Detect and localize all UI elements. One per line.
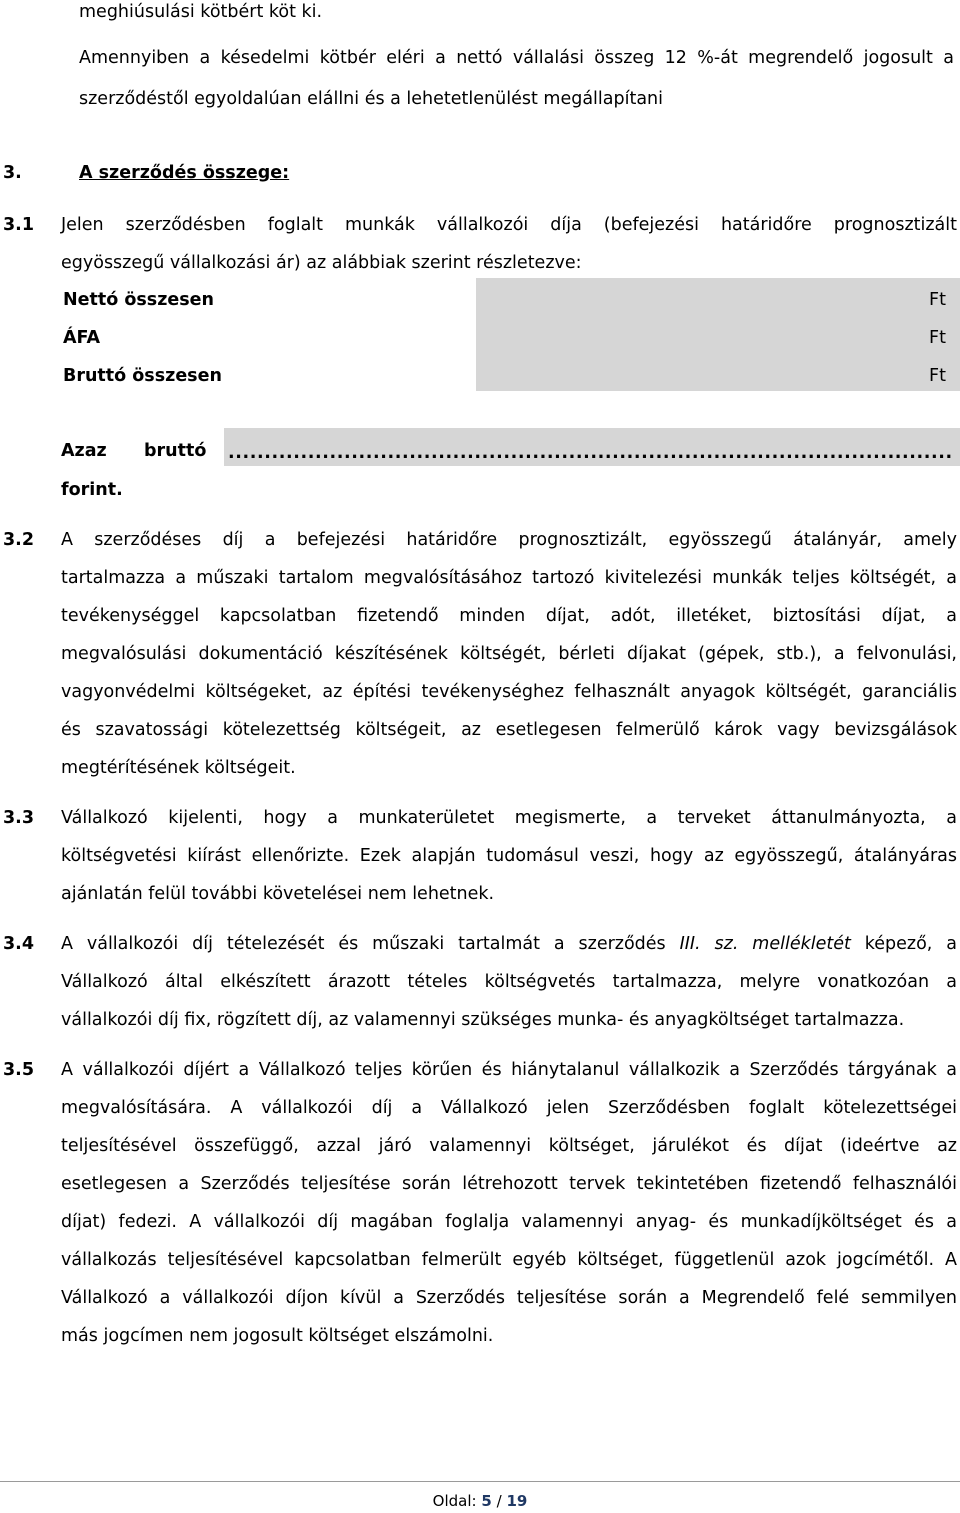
paragraph-line: vagyonvédelmi költségeket, az építési tevékenységhez felhasznált anyagok költségét, garanciális [61, 682, 957, 702]
footer-divider [0, 1481, 960, 1482]
paragraph-line: A vállalkozói díjért a Vállalkozó teljes körűen és hiánytalanul vállalkozik a Szerződés tárgyának a [61, 1060, 957, 1080]
paragraph-number: 3.5 [3, 1060, 35, 1080]
paragraph-line: egyösszegű vállalkozási ár) az alábbiak szerint részletezve: [61, 253, 582, 273]
amount-in-words-dots: .................................................................................................... [228, 443, 953, 463]
paragraph-number: 3.2 [3, 530, 35, 550]
page-label: Oldal: [432, 1492, 477, 1510]
section-number: 3. [3, 163, 22, 183]
amount-field-background [476, 278, 960, 391]
section-title: A szerződés összege: [79, 163, 290, 183]
paragraph-line: A szerződéses díj a befejezési határidőre prognosztizált, egyösszegű átalányár, amely [61, 530, 957, 550]
paragraph-number: 3.1 [3, 215, 35, 235]
page-total: 19 [506, 1492, 528, 1510]
page-current: 5 [481, 1492, 492, 1510]
brutto-label: bruttó [144, 441, 207, 461]
paragraph-line: teljesítésével összefüggő, azzal járó valamennyi költséget, járulékot és díjat (ideértve az [61, 1136, 957, 1156]
paragraph-number: 3.4 [3, 934, 35, 954]
line-text: A vállalkozói díj tételezését és műszaki tartalmát a szerződés [61, 934, 666, 954]
paragraph-line: tartalmazza a műszaki tartalom megvalósításához tartozó kivitelezési munkák teljes költségét, a [61, 568, 957, 588]
paragraph-line: megvalósulási dokumentáció készítésének költségét, bérleti díjakat (gépek, stb.), a felvonulási, [61, 644, 957, 664]
paragraph-line [61, 934, 957, 954]
paragraph-line: megvalósítására. A vállalkozói díj a Vállalkozó jelen Szerződésben foglalt kötelezettségei [61, 1098, 957, 1118]
paragraph-line: ajánlatán felül további követelései nem lehetnek. [61, 884, 495, 904]
paragraph-line: vállalkozás teljesítésével kapcsolatban felmerült egyéb költséget, függetlenül azok jogcímétől. A [61, 1250, 957, 1270]
amount-unit: Ft [929, 290, 946, 310]
paragraph-number: 3.3 [3, 808, 35, 828]
paragraph-line: vállalkozói díj fix, rögzített díj, az valamennyi szükséges munka- és anyagköltséget tartalmazza. [61, 1010, 905, 1030]
page-footer [0, 1492, 960, 1510]
amount-label-netto: Nettó összesen [63, 290, 215, 310]
paragraph-line: Vállalkozó kijelenti, hogy a munkaterületet megismerte, a terveket áttanulmányozta, a [61, 808, 957, 828]
paragraph-line: más jogcímen nem jogosult költséget elszámolni. [61, 1326, 494, 1346]
paragraph-line: költségvetési kiírást ellenőrizte. Ezek alapján tudomásul veszi, hogy az egyösszegű, átalányáras [61, 846, 957, 866]
line-text: képező, a [864, 934, 957, 954]
attachment-ref: III. sz. [679, 934, 739, 954]
azaz-label: Azaz [61, 441, 107, 461]
page-separator: / [496, 1492, 502, 1510]
amount-label-brutto: Bruttó összesen [63, 366, 222, 386]
paragraph-line: Jelen szerződésben foglalt munkák vállalkozói díja (befejezési határidőre prognosztizált [61, 215, 957, 235]
amount-unit: Ft [929, 328, 946, 348]
text-line: szerződéstől egyoldalúan elállni és a lehetetlenülést megállapítani [79, 89, 663, 109]
attachment-ref: mellékletét [752, 934, 851, 954]
text-line: Amennyiben a késedelmi kötbér eléri a nettó vállalási összeg 12 %-át megrendelő jogosult a [79, 48, 954, 68]
amount-label-afa: ÁFA [63, 328, 101, 348]
paragraph-line: esetlegesen a Szerződés teljesítése során létrehozott tervek tekintetében fizetendő felhasználói [61, 1174, 957, 1194]
paragraph-line: és szavatossági kötelezettség költségeit, az esetlegesen felmerülő károk vagy bevizsgálások [61, 720, 957, 740]
paragraph-line: Vállalkozó által elkészített árazott tételes költségvetés tartalmazza, melyre vonatkozóan a [61, 972, 957, 992]
paragraph-line: Vállalkozó a vállalkozói díjon kívül a Szerződés teljesítése során a Megrendelő felé semmilyen [61, 1288, 957, 1308]
text-line: meghiúsulási kötbért köt ki. [79, 2, 323, 22]
paragraph-line: tevékenységgel kapcsolatban fizetendő minden díjat, adót, illetéket, biztosítási díjat, a [61, 606, 957, 626]
paragraph-line: díjat) fedezi. A vállalkozói díj magában foglalja valamennyi anyag- és munkadíjköltséget és a [61, 1212, 957, 1232]
forint-label: forint. [61, 480, 123, 500]
paragraph-line: megtérítésének költségeit. [61, 758, 296, 778]
amount-unit: Ft [929, 366, 946, 386]
